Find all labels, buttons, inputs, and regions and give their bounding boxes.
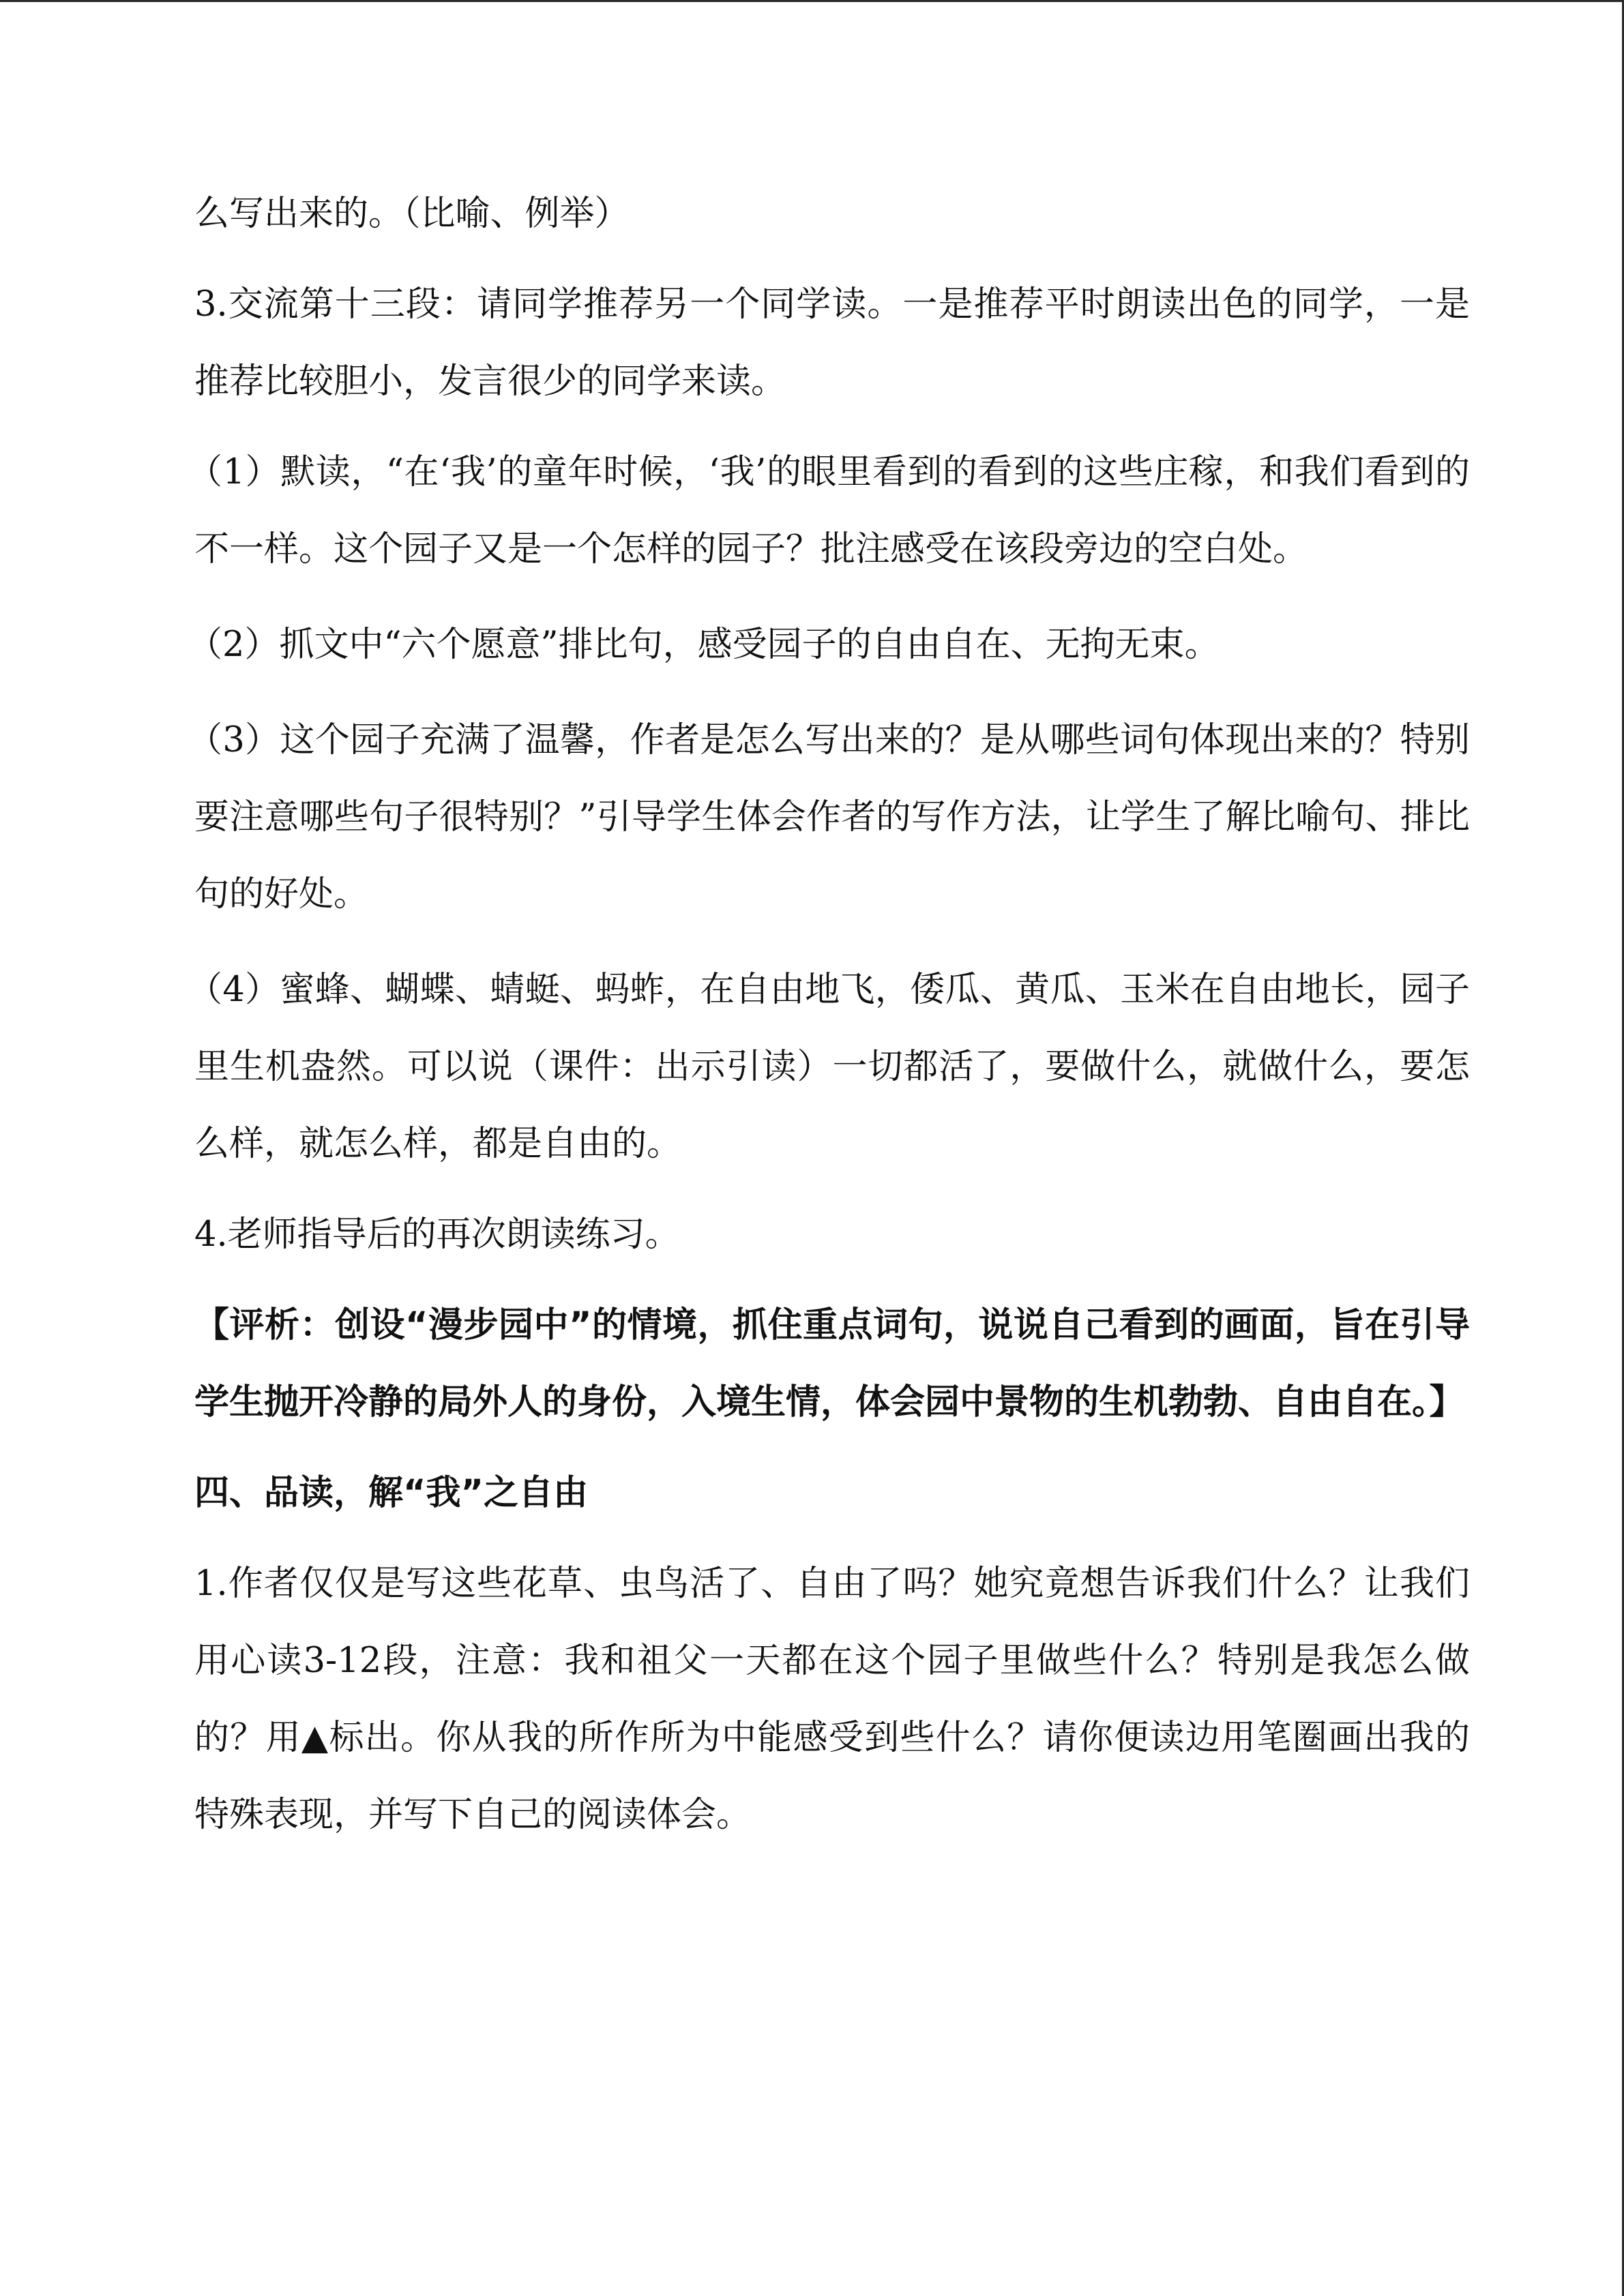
document-body (188, 175, 1470, 1853)
paragraph-continuation: 么写出来的。（比喻、例举） (194, 194, 630, 234)
paragraph-sub-3: （3）这个园子充满了温馨，作者是怎么写出来的？是从哪些词句体现出来的？特别要注意哪些句子很特别？”引导学生体会作者的写作方法，让学生了解比喻句、排比句的好处。 (188, 720, 1470, 914)
paragraph-sub-4: （4）蜜蜂、蝴蝶、蜻蜓、蚂蚱，在自由地飞，倭瓜、黄瓜、玉米在自由地长，园子里生机盎然。可以说（课件：出示引读）一切都活了，要做什么，就做什么，要怎么样，就怎么样，都是自由的。 (188, 970, 1470, 1164)
paragraph-step-4: 4.老师指导后的再次朗读练习。 (194, 1214, 680, 1255)
paragraph-step-3: 3.交流第十三段：请同学推荐另一个同学读。一是推荐平时朗读出色的同学，一是推荐比较胆小，发言很少的同学来读。 (194, 284, 1470, 402)
paragraph-step-1: 1.作者仅仅是写这些花草、虫鸟活了、自由了吗？她究竟想告诉我们什么？让我们用心读3-12段，注意：我和祖父一天都在这个园子里做些什么？特别是我怎么做的？用▲标出。你从我的所作所为中能感受到些什么？请你便读边用笔圈画出我的特殊表现，并写下自己的阅读体会。 (194, 1564, 1470, 1835)
section-heading: 四、品读，解“我”之自由 (194, 1473, 589, 1513)
paragraph-sub-1: （1）默读，“在‘我’的童年时候，‘我’的眼里看到的看到的这些庄稼，和我们看到的不一样。这个园子又是一个怎样的园子？批注感受在该段旁边的空白处。 (188, 452, 1470, 569)
paragraph-sub-2: （2）抓文中“六个愿意”排比句，感受园子的自由自在、无拘无束。 (188, 625, 1220, 665)
commentary-block: 【评析：创设“漫步园中”的情境，抓住重点词句，说说自己看到的画面，旨在引导学生抛开冷静的局外人的身份，入境生情，体会园中景物的生机勃勃、自由自在。】 (194, 1305, 1470, 1422)
